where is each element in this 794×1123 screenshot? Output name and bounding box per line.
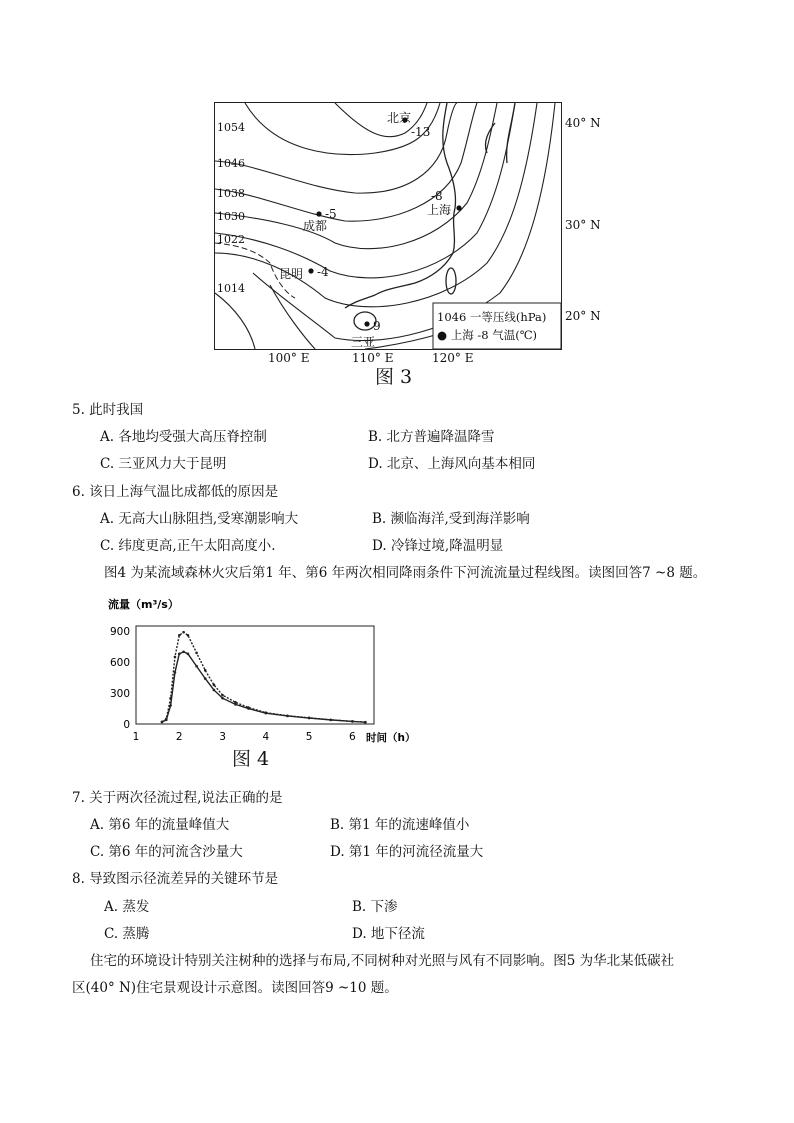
city-kunming: 昆明 <box>279 267 304 281</box>
series-point <box>213 689 216 692</box>
series-point <box>213 684 216 687</box>
x-tick-label: 3 <box>219 731 226 743</box>
city-beijing: 北京 <box>387 111 412 125</box>
q5-option-d[interactable]: D. 北京、上海风向基本相同 <box>368 456 536 472</box>
temp-sanya: 9 <box>373 319 381 333</box>
question-5-stem: 5. 此时我国 <box>72 402 144 418</box>
question-7-stem: 7. 关于两次径流过程,说法正确的是 <box>72 790 283 806</box>
series-point <box>195 665 198 668</box>
series-point <box>221 697 224 700</box>
x-tick-label: 5 <box>305 731 313 743</box>
series-point <box>286 715 289 718</box>
series-point <box>174 671 177 674</box>
q8-option-d[interactable]: D. 地下径流 <box>352 926 425 942</box>
series-point <box>178 653 181 656</box>
temp-beijing: -13 <box>411 125 431 139</box>
longitude-label: 120° E <box>432 351 474 365</box>
figure5-intro-line1: 住宅的环境设计特别关注树种的选择与布局,不同树种对光照与风有不同影响。图5 为华北某低碳社 <box>90 953 675 969</box>
x-tick-label: 4 <box>262 731 270 743</box>
series-point <box>329 719 332 722</box>
series-point <box>351 720 354 723</box>
figure4-caption: 图 4 <box>232 748 270 770</box>
q8-option-a[interactable]: A. 蒸发 <box>104 899 150 915</box>
pressure-label: 1014 <box>217 282 245 295</box>
series-point <box>364 721 367 724</box>
city-chengdu: 成都 <box>303 219 328 233</box>
pressure-label: 1022 <box>217 233 245 246</box>
x-axis-label: 时间（h） <box>366 732 416 744</box>
series-point <box>182 650 185 653</box>
city-shanghai: 上海 <box>427 203 452 217</box>
flow-chart-svg <box>100 592 420 762</box>
series-point <box>308 717 311 720</box>
series-point <box>195 652 198 655</box>
pressure-label: 1054 <box>217 121 245 134</box>
series-line <box>162 632 365 722</box>
q5-option-c[interactable]: C. 三亚风力大于昆明 <box>100 456 227 472</box>
q6-option-c[interactable]: C. 纬度更高,正午太阳高度小. <box>100 538 276 554</box>
isobar-map <box>214 102 562 350</box>
series-point <box>234 703 237 706</box>
x-tick-label: 2 <box>175 731 183 743</box>
y-axis-label: 流量（m³/s） <box>108 598 179 611</box>
q6-option-d[interactable]: D. 冷锋过境,降温明显 <box>372 538 504 554</box>
legend-temperature: ● 上海 -8 气温(℃) <box>437 328 538 342</box>
y-tick-label: 900 <box>109 626 130 639</box>
series-point <box>204 669 207 672</box>
series-point <box>161 721 164 724</box>
figure5-intro-line2: 区(40° N)住宅景观设计示意图。读图回答9 ~10 题。 <box>72 980 398 996</box>
q5-option-a[interactable]: A. 各地均受强大高压脊控制 <box>100 429 267 445</box>
latitude-label: 40° N <box>565 116 601 130</box>
figure4-intro: 图4 为某流域森林火灾后第1 年、第6 年两次相同降雨条件下河流流量过程线图。读图回答7 ~8 题。 <box>104 565 707 581</box>
series-point <box>204 677 207 680</box>
latitude-label: 20° N <box>565 309 601 323</box>
series-point <box>182 631 185 634</box>
series-point <box>187 653 190 656</box>
pressure-label: 1038 <box>217 187 245 200</box>
pressure-label: 1046 <box>217 157 245 170</box>
q6-option-b[interactable]: B. 濒临海洋,受到海洋影响 <box>372 511 530 527</box>
temp-chengdu: -5 <box>325 207 337 221</box>
q8-option-c[interactable]: C. 蒸腾 <box>104 926 150 942</box>
question-8-stem: 8. 导致图示径流差异的关键环节是 <box>72 871 279 887</box>
y-tick-label: 600 <box>109 657 130 670</box>
series-point <box>165 719 168 722</box>
q8-option-b[interactable]: B. 下渗 <box>352 899 398 915</box>
x-tick-label: 6 <box>349 731 356 743</box>
series-point <box>174 656 177 659</box>
y-tick-label: 300 <box>109 688 130 701</box>
series-point <box>247 707 250 710</box>
longitude-label: 100° E <box>268 351 310 365</box>
q6-option-a[interactable]: A. 无高大山脉阻挡,受寒潮影响大 <box>100 511 299 527</box>
legend-isobar: 1046 一等压线(hPa) <box>437 310 547 324</box>
plot-frame <box>136 626 374 724</box>
question-6-stem: 6. 该日上海气温比成都低的原因是 <box>72 484 279 500</box>
flow-chart <box>100 592 420 762</box>
temp-shanghai: -8 <box>431 189 443 203</box>
city-sanya: 三亚 <box>351 335 376 349</box>
y-tick-label: 0 <box>123 719 130 731</box>
longitude-label: 110° E <box>352 351 394 365</box>
series-point <box>178 634 181 637</box>
figure3-caption: 图 3 <box>375 366 413 388</box>
q7-option-c[interactable]: C. 第6 年的河流含沙量大 <box>90 844 243 860</box>
series-point <box>169 704 172 707</box>
series-point <box>221 694 224 697</box>
q5-option-b[interactable]: B. 北方普遍降温降雪 <box>368 429 495 445</box>
pressure-label: 1030 <box>217 210 245 223</box>
q7-option-d[interactable]: D. 第1 年的河流径流量大 <box>330 844 484 860</box>
latitude-label: 30° N <box>565 218 601 232</box>
x-tick-label: 1 <box>132 731 140 743</box>
series-point <box>265 712 268 715</box>
q7-option-b[interactable]: B. 第1 年的流速峰值小 <box>330 817 470 833</box>
temp-kunming: -4 <box>317 265 329 279</box>
q7-option-a[interactable]: A. 第6 年的流量峰值大 <box>90 817 230 833</box>
series-point <box>187 634 190 637</box>
